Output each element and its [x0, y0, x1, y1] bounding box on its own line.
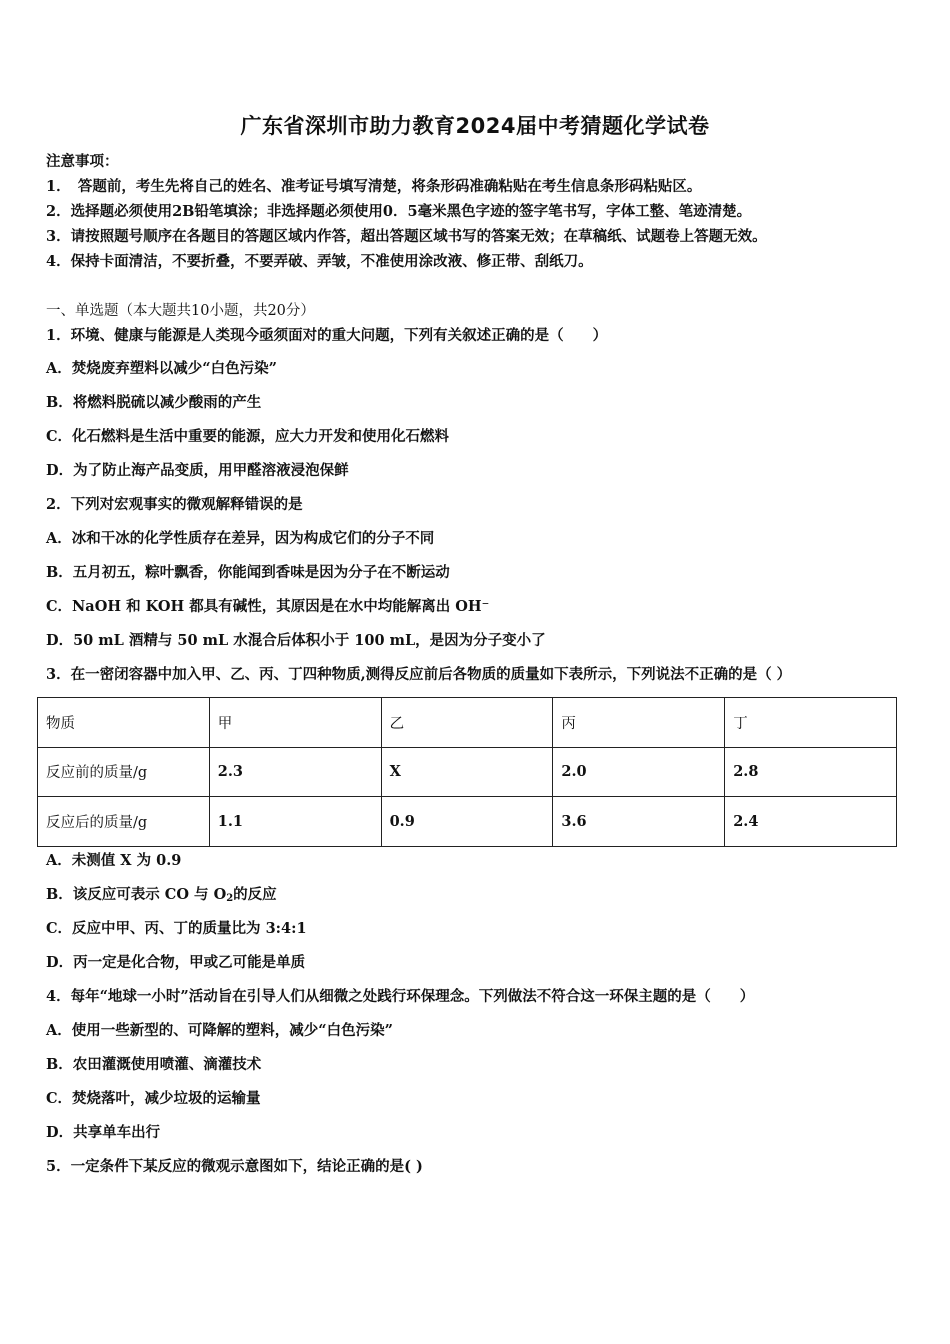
table-header-cell: 甲	[209, 698, 381, 748]
table-header-row	[38, 698, 897, 748]
table-cell: 2.4	[725, 797, 897, 847]
q3-option-b-subscript: 2	[226, 893, 234, 904]
q3-option-b-tail: 的反应	[233, 886, 277, 903]
q3-option-c: C．反应中甲、丙、丁的质量比为 3:4:1	[46, 920, 307, 937]
q4-stem: 4．每年“地球一小时”活动旨在引导人们从细微之处践行环保理念。下列做法不符合这一环保主题的是（ ）	[46, 988, 755, 1005]
table-cell: 反应前的质量/g	[38, 747, 210, 797]
table-header-cell: 丙	[553, 698, 725, 748]
q3-option-b-text: B．该反应可表示 CO 与 O	[46, 886, 227, 903]
table-cell: 反应后的质量/g	[38, 797, 210, 847]
table-cell: 0.9	[381, 797, 553, 847]
q2-option-b: B．五月初五，粽叶飘香，你能闻到香味是因为分子在不断运动	[46, 564, 450, 581]
exam-title: 广东省深圳市助力教育2024届中考猜题化学试卷	[240, 114, 710, 138]
table-cell: 2.8	[725, 747, 897, 797]
table-header-cell: 丁	[725, 698, 897, 748]
q4-option-c: C．焚烧落叶，减少垃圾的运输量	[46, 1090, 261, 1107]
table-header-cell: 乙	[381, 698, 553, 748]
table-cell: 3.6	[553, 797, 725, 847]
q3-option-b	[46, 885, 277, 909]
q4-option-b: B．农田灌溉使用喷灌、滴灌技术	[46, 1056, 262, 1073]
q1-option-d: D．为了防止海产品变质，用甲醛溶液浸泡保鲜	[46, 462, 349, 479]
q1-option-a: A．焚烧废弃塑料以减少“白色污染”	[46, 360, 277, 377]
q3-option-d: D．丙一定是化合物，甲或乙可能是单质	[46, 954, 306, 971]
table-row	[38, 797, 897, 847]
notice-item: 3．请按照题号顺序在各题目的答题区域内作答，超出答题区域书写的答案无效；在草稿纸、试题卷上答题无效。	[46, 228, 767, 245]
table-row	[38, 747, 897, 797]
notice-heading: 注意事项：	[46, 153, 119, 170]
section-heading: 一、单选题（本大题共10小题，共20分）	[46, 303, 315, 319]
table-cell: X	[381, 747, 553, 797]
notice-item: 4．保持卡面清洁，不要折叠，不要弄破、弄皱，不准使用涂改液、修正带、刮纸刀。	[46, 253, 593, 270]
q5-stem: 5．一定条件下某反应的微观示意图如下，结论正确的是( )	[46, 1158, 423, 1175]
q2-option-c: C．NaOH 和 KOH 都具有碱性，其原因是在水中均能解离出 OH⁻	[46, 598, 490, 615]
q3-option-a: A．未测值 X 为 0.9	[46, 852, 182, 869]
table-cell: 2.0	[553, 747, 725, 797]
notice-item: 2．选择题必须使用2B铅笔填涂；非选择题必须使用0．5毫米黑色字迹的签字笔书写，字体工整、笔迹清楚。	[46, 203, 752, 220]
table-header-cell: 物质	[38, 698, 210, 748]
notice-item: 1． 答题前，考生先将自己的姓名、准考证号填写清楚，将条形码准确粘贴在考生信息条形码粘贴区。	[46, 178, 702, 195]
q4-option-d: D．共享单车出行	[46, 1124, 161, 1141]
q2-option-d: D．50 mL 酒精与 50 mL 水混合后体积小于 100 mL，是因为分子变小了	[46, 632, 546, 649]
q4-option-a: A．使用一些新型的、可降解的塑料，减少“白色污染”	[46, 1022, 393, 1039]
q2-stem: 2．下列对宏观事实的微观解释错误的是	[46, 496, 303, 513]
q1-option-c: C．化石燃料是生活中重要的能源，应大力开发和使用化石燃料	[46, 428, 450, 445]
q1-option-b: B．将燃料脱硫以减少酸雨的产生	[46, 394, 262, 411]
q3-stem: 3．在一密闭容器中加入甲、乙、丙、丁四种物质,测得反应前后各物质的质量如下表所示，下列说法不正确的是（ ）	[46, 666, 792, 683]
q1-stem: 1．环境、健康与能源是人类现今亟须面对的重大问题，下列有关叙述正确的是（ ）	[46, 327, 608, 344]
table-cell: 1.1	[209, 797, 381, 847]
table-cell: 2.3	[209, 747, 381, 797]
q2-option-a: A．冰和干冰的化学性质存在差异，因为构成它们的分子不同	[46, 530, 435, 547]
mass-table	[37, 697, 897, 847]
